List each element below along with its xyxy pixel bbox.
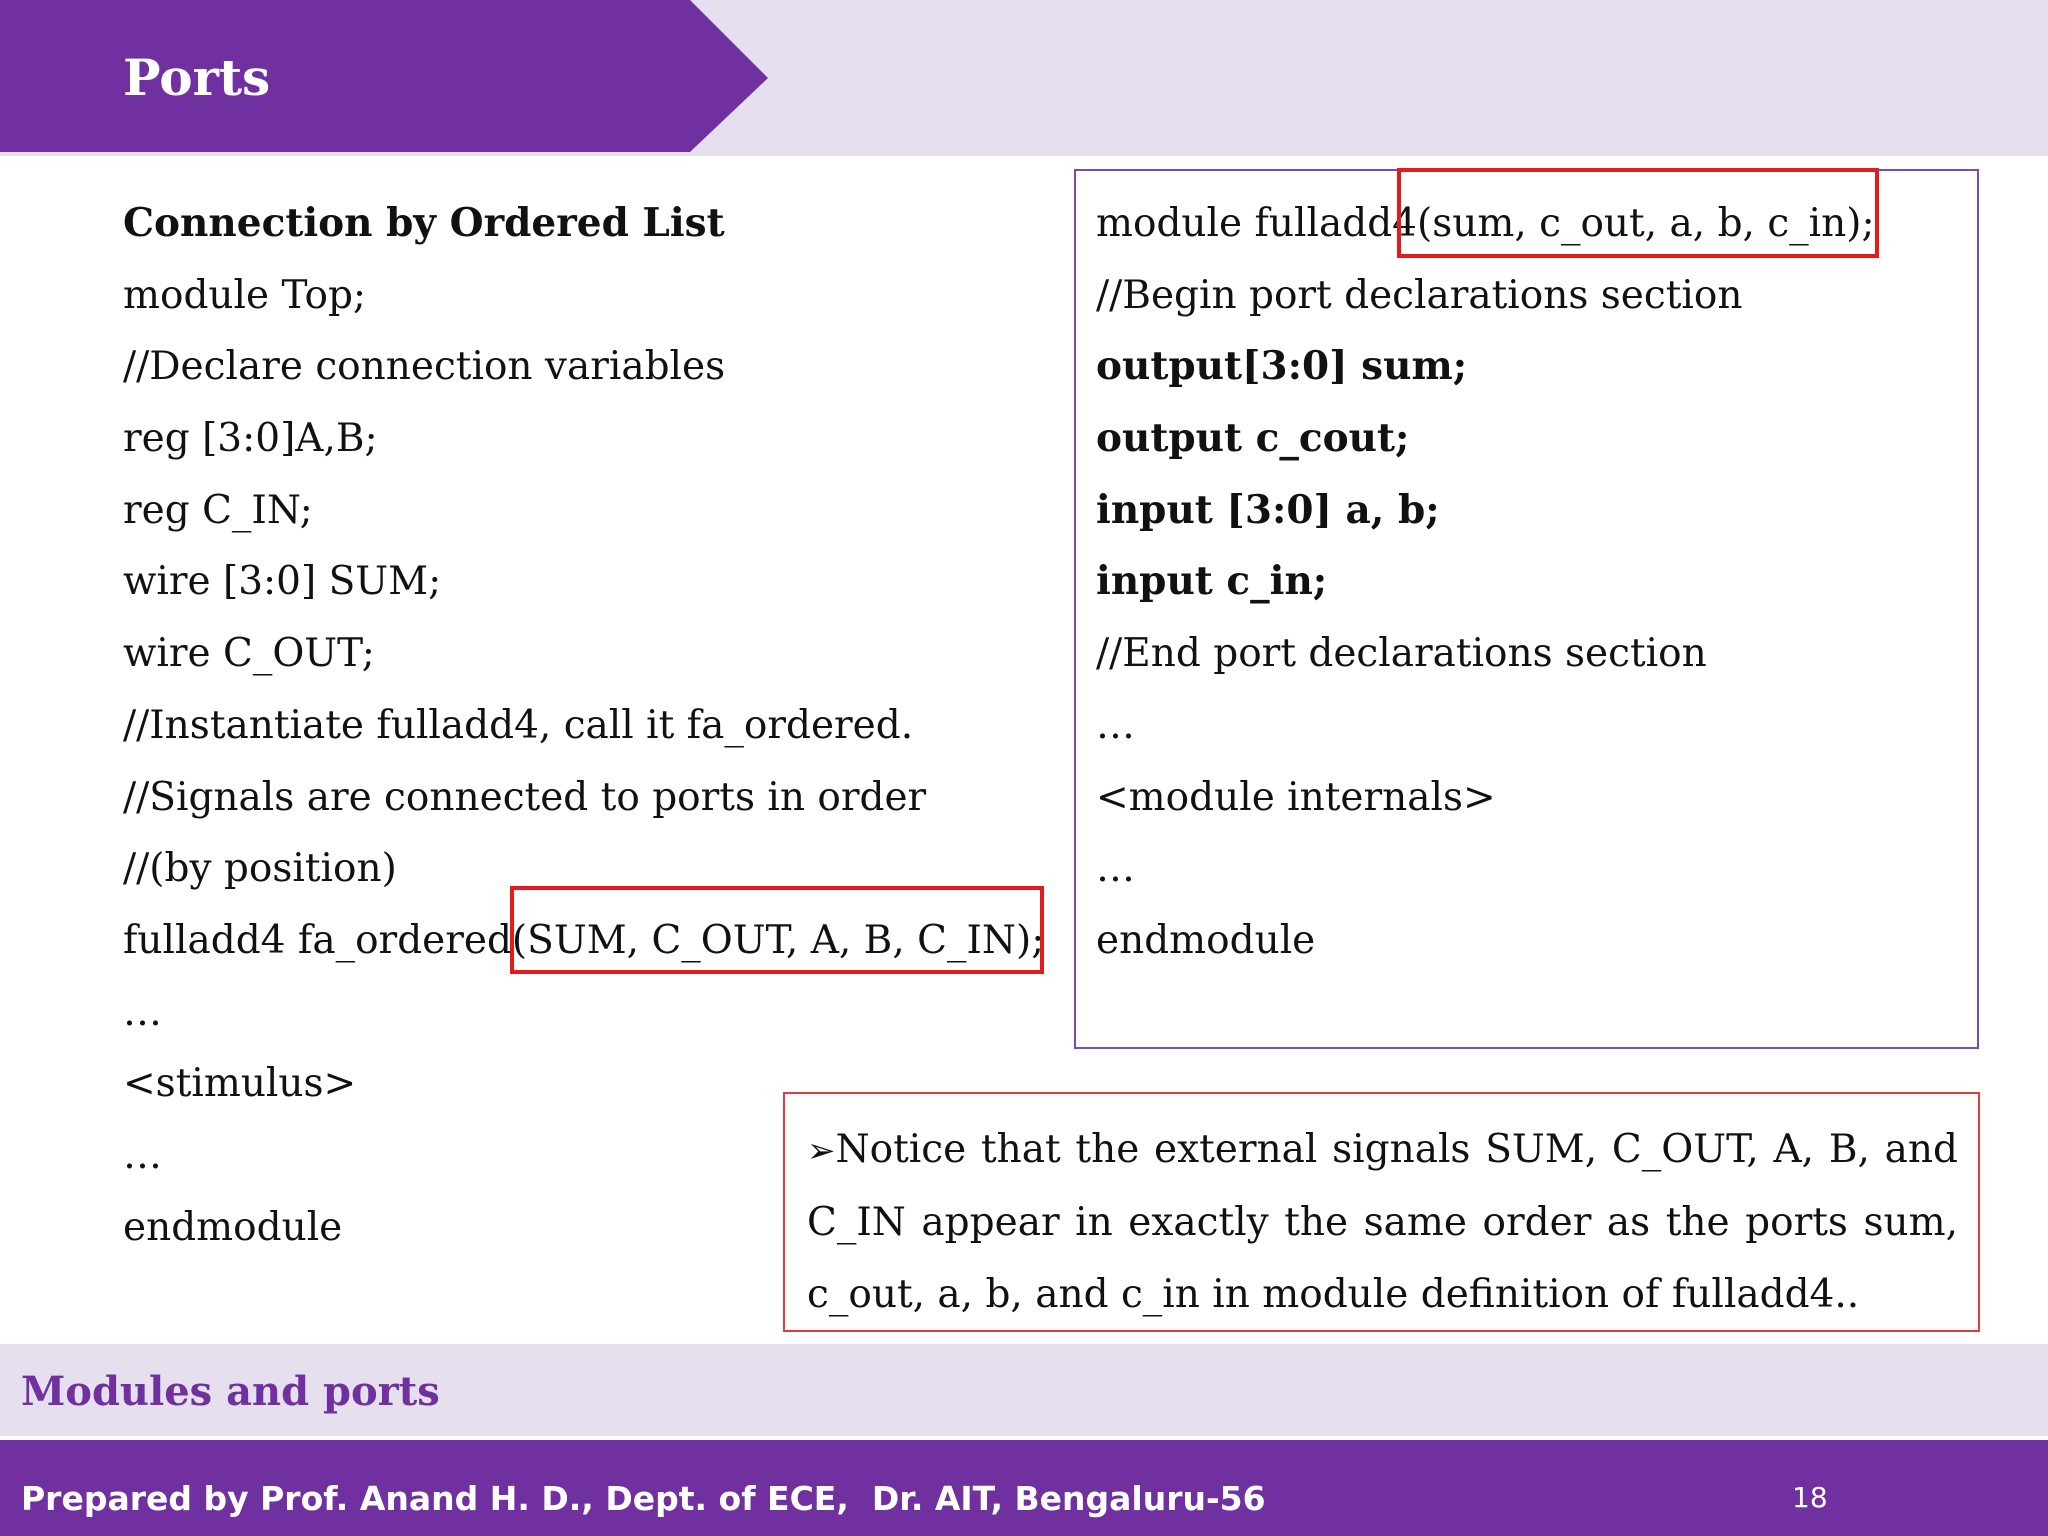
code-line: module Top; [123,272,367,318]
left-code-heading: Connection by Ordered List [123,200,725,246]
code-line: <module internals> [1096,774,1496,820]
right-code-listing [1096,188,1976,977]
code-line: … [123,989,162,1035]
code-line-module-header: module fulladd4(sum, c_out, a, b, c_in); [1096,201,1875,246]
title-arrow-shape [0,0,2048,156]
code-line-instantiation: fulladd4 fa_ordered(SUM, C_OUT, A, B, C_IN); [123,917,1045,963]
code-line: reg [3:0]A,B; [123,416,378,462]
code-line: <stimulus> [123,1061,357,1107]
code-line: //Signals are connected to ports in order [123,774,927,820]
code-line: reg C_IN; [123,487,313,533]
footer-credit: Prepared by Prof. Anand H. D., Dept. of ECE, Dr. AIT, Bengaluru-56 [21,1479,1266,1518]
notice-text: Notice that the external signals SUM, C_OUT, A, B, and C_IN appear in exactly the same order as the ports sum, c_out, a, b, and c_in in module definition of fulladd4.. [807,1127,1958,1317]
notice-paragraph [807,1114,1958,1331]
code-line: //Declare connection variables [123,344,726,390]
code-line: … [1096,702,1135,748]
code-line: input c_in; [1096,558,1328,605]
code-line: … [123,1132,162,1178]
code-line: //End port declarations section [1096,631,1707,677]
code-line: endmodule [123,1204,343,1250]
page-number: 18 [1792,1481,1828,1514]
notice-box [783,1092,1980,1332]
slide-title: Ports [123,48,271,107]
code-line: //(by position) [123,846,397,892]
section-title: Modules and ports [21,1368,440,1415]
code-line: input [3:0] a, b; [1096,486,1440,533]
code-line: //Instantiate fulladd4, call it fa_ordered. [123,702,914,748]
code-line: wire C_OUT; [123,631,375,677]
code-line: output[3:0] sum; [1096,343,1468,390]
arrow-bullet-icon: ➢ [807,1131,836,1171]
code-line: output c_cout; [1096,415,1410,462]
code-line: //Begin port declarations section [1096,272,1743,318]
code-line: endmodule [1096,917,1316,963]
code-line: … [1096,846,1135,892]
code-line: wire [3:0] SUM; [123,559,442,605]
